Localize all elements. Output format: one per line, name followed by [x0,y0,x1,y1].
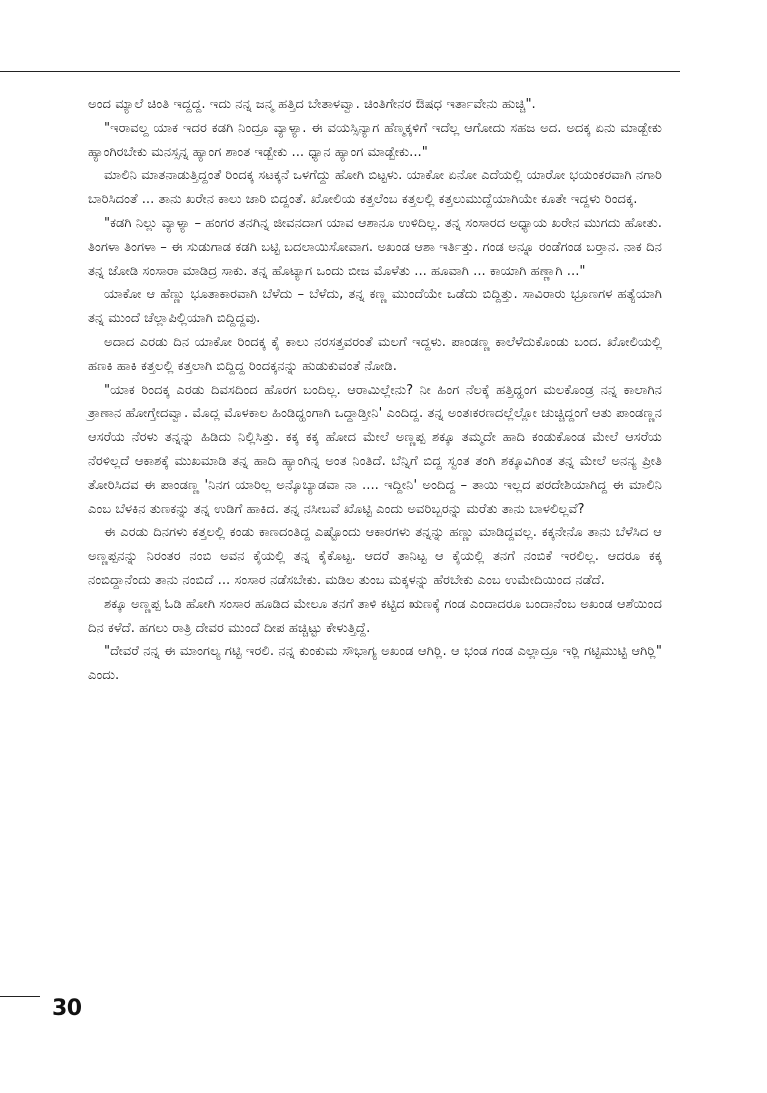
footer-rule [0,996,40,997]
paragraph: "ಯಾಕ ರಿಂದಕ್ಕ ಎರಡು ದಿವಸದಿಂದ ಹೊರಗ ಬಂದಿಲ್ಲ. ಆರಾಮಿಲ್ಲೇನು? ನೀ ಹಿಂಗ ನೆಲಕ್ಕೆ ಹತ್ತಿದ್ಹಂಗ ಮಲಕೊಂಡ್ರ ನನ್ನ ಕಾಲಾಗಿನ ತ್ರಾಣಾನ ಹೋಗ್ತೇದವ್ವಾ. ಮೊದ್ಲ ಮೊಳಕಾಲ ಹಿಂಡಿದ್ಹಂಗಾಗಿ ಒದ್ದಾಡ್ತೀನಿ' ಎಂದಿದ್ದ. ತನ್ನ ಅಂತಃಕರಣದಲ್ಲೆಲ್ಲೋ ಚುಚ್ಚಿದ್ದಂಗೆ ಆತು ಪಾಂಡಣ್ಣನ ಆಸರೆಯ ನೆರಳು ತನ್ನನ್ನು ಹಿಡಿದು ನಿಲ್ಲಿಸಿತ್ತು. ಕಕ್ಕ ಕಕ್ಕ ಹೋದ ಮೇಲೆ ಅಣ್ಣಪ್ಪ ಶಕ್ಕೂ ತಮ್ಮದೇ ಹಾದಿ ಕಂಡುಕೊಂಡ ಮೇಲೆ ಆಸರೆಯ ನೆರಳಿಲ್ಲದೆ ಆಕಾಶಕ್ಕೆ ಮುಖಮಾಡಿ ತನ್ನ ಹಾದಿ ಹ್ಯಾಂಗಿನ್ನ ಅಂತ ನಿಂತಿದೆ. ಬೆನ್ನಿಗೆ ಬಿದ್ದ ಸ್ವಂತ ತಂಗಿ ಶಕ್ಕೂವಿಗಿಂತ ತನ್ನ ಮೇಲೆ ಅನನ್ಯ ಪ್ರೀತಿ ತೋರಿಸಿದವ ಈ ಪಾಂಡಣ್ಣ 'ನಿನಗ ಯಾರಿಲ್ಲ ಅನ್ಕೊಬ್ಯಾಡವಾ ನಾ .... ಇದ್ದೀನಿ' ಅಂದಿದ್ದ – ತಾಯಿ ಇಲ್ಲದ ಪರದೇಶಿಯಾಗಿದ್ದ ಈ ಮಾಲಿನಿ ಎಂಬ ಬೆಳಕಿನ ತುಣಕನ್ನು ತನ್ನ ಉಡಿಗೆ ಹಾಕಿದ. ತನ್ನ ನಸೀಬವೆ ಖೊಟ್ಟಿ ಎಂದು ಅವರಿಬ್ಬರನ್ನು ಮರೆತು ತಾನು ಬಾಳಲಿಲ್ಲವೆ? [88,382,662,517]
body-text [88,93,662,688]
paragraph: ಯಾಕೋ ಆ ಹೆಣ್ಣು ಭೂತಾಕಾರವಾಗಿ ಬೆಳೆದು – ಬೆಳೆದು, ತನ್ನ ಕಣ್ಣ ಮುಂದೆಯೇ ಒಡೆದು ಬಿದ್ದಿತ್ತು. ಸಾವಿರಾರು ಭ್ರೂಣಗಳ ಹತ್ಯೆಯಾಗಿ ತನ್ನ ಮುಂದೆ ಚೆಲ್ಲಾಪಿಲ್ಲಿಯಾಗಿ ಬಿದ್ದಿದ್ದವು. [88,287,662,327]
paragraph: "ದೇವರೆ ನನ್ನ ಈ ಮಾಂಗಲ್ಯ ಗಟ್ಟಿ ಇರಲಿ. ನನ್ನ ಕುಂಕುಮ ಸೌಭಾಗ್ಯ ಅಖಂಡ ಆಗಿರ್‍ಲಿ. ಆ ಭಂಡ ಗಂಡ ಎಲ್ಲಾದ್ರೂ ಇರ್‍ಲಿ ಗಟ್ಟಿಮುಟ್ಟಿ ಆಗಿರ್‍ಲಿ" ಎಂದು. [88,644,662,684]
paragraph: ಮಾಲಿನಿ ಮಾತನಾಡುತ್ತಿದ್ದಂತೆ ರಿಂದಕ್ಕ ಸಟಕ್ಕನೆ ಒಳಗೆದ್ದು ಹೋಗಿ ಬಿಟ್ಟಳು. ಯಾಕೋ ಏನೋ ಎದೆಯಲ್ಲಿ ಯಾರೋ ಭಯಂಕರವಾಗಿ ನಗಾರಿ ಬಾರಿಸಿದಂತೆ ... ತಾನು ಖರೇನ ಕಾಲು ಜಾರಿ ಬಿದ್ದಂತೆ. ಖೋಲಿಯ ಕತ್ತಲೆಂಬ ಕತ್ತಲಲ್ಲಿ ಕತ್ತಲುಮುದ್ದೆಯಾಗಿಯೇ ಕೂತೇ ಇದ್ದಳು ರಿಂದಕ್ಕ. [88,168,662,208]
paragraph: ಅಂದ ಮ್ಯಾಲೆ ಚಿಂತಿ ಇದ್ದದ್ದ. ಇದು ನನ್ನ ಜನ್ಮ ಹತ್ತಿದ ಬೇತಾಳವ್ವಾ. ಚಿಂತಿಗೇನರ ಔಷಧ ಇರ್ತಾವೇನು ಹುಚ್ಚಿ". [88,97,536,112]
paragraph: "ಇರಾವಲ್ದ ಯಾಕ ಇದರ ಕಡಗಿ ನಿಂದ್ರೂ ವ್ಯಾಳ್ಯಾ. ಈ ವಯಸ್ಸಿನ್ಯಾಗ ಹೆಣ್ಮಕ್ಕಳಿಗೆ ಇದೆಲ್ಲ ಆಗೋದು ಸಹಜ ಅದ. ಅದಕ್ಕ ಏನು ಮಾಡ್ಬೇಕು ಹ್ಯಾಂಗಿರಬೇಕು ಮನಸ್ಸನ್ನ ಹ್ಯಾಂಗ ಶಾಂತ ಇಡ್ಬೇಕು ... ಧ್ಯಾನ ಹ್ಯಾಂಗ ಮಾಡ್ಬೇಕು..." [88,120,662,160]
page-number: 30 [52,996,82,1021]
paragraph: ಈ ಎರಡು ದಿನಗಳು ಕತ್ತಲಲ್ಲಿ ಕಂಡು ಕಾಣದಂತಿದ್ದ ಎಷ್ಟೊಂದು ಆಕಾರಗಳು ತನ್ನನ್ನು ಹಣ್ಣು ಮಾಡಿದ್ದವಲ್ಲ. ಕಕ್ಕನೇನೊ ತಾನು ಬೆಳೆಸಿದ ಆ ಅಣ್ಣಪ್ಪನನ್ನು ನಿರಂತರ ನಂಬಿ ಅವನ ಕೈಯಲ್ಲಿ ತನ್ನ ಕೈಕೊಟ್ಟ. ಆದರೆ ತಾನಿಟ್ಟ ಆ ಕೈಯಲ್ಲಿ ತನಗೆ ನಂಬಿಕೆ ಇರಲಿಲ್ಲ. ಆದರೂ ಕಕ್ಕ ನಂಬಿದ್ದಾನೆಂದು ತಾನು ನಂಬಿದೆ ... ಸಂಸಾರ ನಡೆಸಬೇಕು. ಮಡಿಲ ತುಂಬ ಮಕ್ಕಳನ್ನು ಹೆರಬೇಕು ಎಂಬ ಉಮೇದಿಯಿಂದ ನಡೆದೆ. [88,525,662,588]
paragraph: ಶಕ್ಕೂ ಅಣ್ಣಪ್ಪ ಓಡಿ ಹೋಗಿ ಸಂಸಾರ ಹೂಡಿದ ಮೇಲೂ ತನಗೆ ತಾಳಿ ಕಟ್ಟಿದ ಋಣಕ್ಕೆ ಗಂಡ ಎಂದಾದರೂ ಬಂದಾನೆಂಬ ಅಖಂಡ ಆಶೆಯಿಂದ ದಿನ ಕಳೆದೆ. ಹಗಲು ರಾತ್ರಿ ದೇವರ ಮುಂದೆ ದೀಪ ಹಚ್ಚಿಟ್ಟು ಕೇಳುತ್ತಿದ್ದೆ. [88,596,662,636]
top-rule [0,71,680,72]
paragraph: "ಕಡಗಿ ನಿಲ್ಲು ವ್ಯಾಳ್ಯಾ – ಹಂಗರ ತನಗಿನ್ನ ಜೀವನದಾಗ ಯಾವ ಆಶಾನೂ ಉಳಿದಿಲ್ಲ. ತನ್ನ ಸಂಸಾರದ ಅಧ್ಯಾಯ ಖರೇನ ಮುಗದು ಹೋತು. ತಿಂಗಳಾ ತಿಂಗಳಾ – ಈ ಸುಡುಗಾಡ ಕಡಗಿ ಬಟ್ಟಿ ಬದಲಾಯಿಸೋವಾಗ. ಅಖಂಡ ಆಶಾ ಇರ್ತಿತ್ತು. ಗಂಡ ಅನ್ನೂ ರಂಡೆಗಂಡ ಬರ್‍ತಾನ. ನಾಕ ದಿನ ತನ್ನ ಜೋಡಿ ಸಂಸಾರಾ ಮಾಡಿದ್ರ ಸಾಕು. ತನ್ನ ಹೊಟ್ಯಾಗ ಒಂದು ಬೀಜ ಮೊಳೆತು ... ಹೂವಾಗಿ ... ಕಾಯಾಗಿ ಹಣ್ಣಾಗಿ ..." [88,215,662,279]
paragraph: ಅದಾದ ಎರಡು ದಿನ ಯಾಕೋ ರಿಂದಕ್ಕ ಕೈ ಕಾಲು ನರಸತ್ತವರಂತೆ ಮಲಗೆ ಇದ್ದಳು. ಪಾಂಡಣ್ಣ ಕಾಲೆಳೆದುಕೊಂಡು ಬಂದ. ಖೋಲಿಯಲ್ಲಿ ಹಣಕಿ ಹಾಕಿ ಕತ್ತಲಲ್ಲಿ ಕತ್ತಲಾಗಿ ಬಿದ್ದಿದ್ದ ರಿಂದಕ್ಕನನ್ನು ಹುಡುಕುವಂತೆ ನೋಡಿ. [88,334,662,374]
